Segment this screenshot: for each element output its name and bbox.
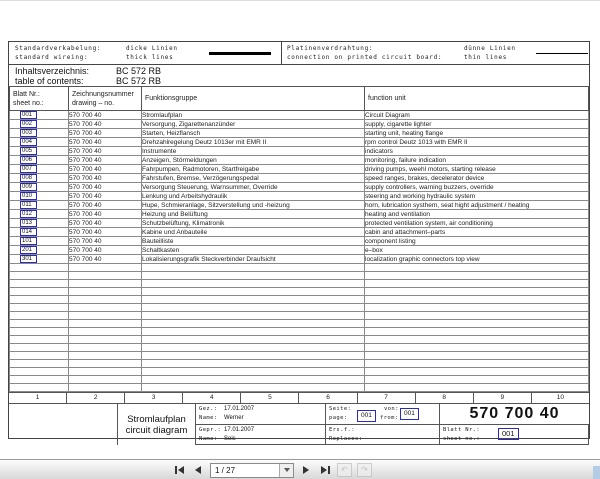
legend-left-en-label: standard wireing: [15, 54, 89, 61]
toc-en-label: table of contents: [15, 76, 84, 86]
sheet-link[interactable]: 005 [20, 147, 37, 155]
thick-line-sample [209, 52, 271, 55]
toc-en-value: BC 572 RB [116, 76, 162, 86]
cell-function-unit: rpm control Deutz 1013 with EMR II [365, 138, 589, 147]
table-row-empty [10, 272, 589, 280]
document-title-en: circuit diagram [125, 424, 188, 436]
cell-sheet-no [10, 120, 69, 129]
legend-right-de-label: Platinenverdrahtung: [287, 45, 374, 52]
cell-funktionsgruppe: Schutzbelüftung, Klimatronik [142, 219, 365, 228]
checked-date: 17.01.2007 [224, 427, 255, 433]
table-row [10, 156, 589, 165]
next-page-icon [303, 466, 309, 474]
table-row-empty [10, 360, 589, 368]
checked-name: Seis [224, 436, 236, 442]
cell-drawing-no: 570 700 40 [69, 156, 142, 165]
page-of-cell: Seite: page: 001 von: from: 001 [326, 404, 440, 425]
toc-de-label: Inhaltsverzeichnis: [15, 66, 90, 76]
legend-right-de-value: dünne Linien [464, 45, 516, 52]
cell-sheet-no [10, 183, 69, 192]
cell-drawing-no: 570 700 40 [69, 219, 142, 228]
cell-sheet-no [10, 228, 69, 237]
cell-drawing-no: 570 700 40 [69, 111, 142, 120]
table-header-row [10, 87, 589, 111]
sheet-link[interactable]: 101 [20, 237, 37, 245]
page-navigation-controls [172, 462, 372, 478]
cell-function-unit: cabin and attachment–parts [365, 228, 589, 237]
ruler-cell: 2 [67, 393, 125, 403]
next-view-icon: ↷ [361, 465, 368, 474]
sheet-link[interactable]: 010 [20, 192, 37, 200]
header-drawing-no: Zeichnungsnummer drawing – no. [69, 87, 142, 111]
sheet-link[interactable]: 013 [20, 219, 37, 227]
cell-drawing-no: 570 700 40 [69, 129, 142, 138]
ruler-cell: 4 [183, 393, 241, 403]
cell-sheet-no [10, 174, 69, 183]
toc-table [9, 86, 589, 392]
table-row [10, 255, 589, 264]
navigation-toolbar [0, 459, 600, 479]
ruler-cell: 1 [9, 393, 67, 403]
sheet-link[interactable]: 009 [20, 183, 37, 191]
table-row [10, 201, 589, 210]
legend-right-en-label: connection on printed circuit board: [287, 54, 443, 61]
scrollbar-corner [593, 466, 600, 479]
drawn-by-cell: Gez.: 17.01.2007 Name: Werner [196, 404, 326, 425]
previous-page-button[interactable] [191, 463, 205, 477]
sheet-number-link[interactable]: 001 [498, 428, 519, 440]
ruler-cell: 3 [125, 393, 183, 403]
cell-drawing-no: 570 700 40 [69, 165, 142, 174]
cell-drawing-no: 570 700 40 [69, 192, 142, 201]
cell-function-unit: component listing [365, 237, 589, 246]
cell-function-unit: starting unit, heating flange [365, 129, 589, 138]
cell-funktionsgruppe: Instrumente [142, 147, 365, 156]
sheet-link[interactable]: 012 [20, 210, 37, 218]
cell-function-unit: supply, cigarette lighter [365, 120, 589, 129]
cell-sheet-no [10, 201, 69, 210]
cell-sheet-no [10, 129, 69, 138]
sheet-link[interactable]: 201 [20, 246, 37, 254]
sheet-no-cell: Blatt Nr.: sheet no.: 001 [440, 425, 589, 445]
cell-drawing-no: 570 700 40 [69, 246, 142, 255]
toc-heading [9, 65, 589, 86]
table-row-empty [10, 288, 589, 296]
cell-sheet-no [10, 246, 69, 255]
cell-funktionsgruppe: Fahrstufen, Bremse, Verzögerungspedal [142, 174, 365, 183]
header-function-unit: function unit [365, 87, 589, 111]
cell-funktionsgruppe: Kabine und Anbauteile [142, 228, 365, 237]
cell-drawing-no: 570 700 40 [69, 120, 142, 129]
chevron-down-icon [284, 468, 290, 472]
legend-left-de-label: Standardverkabelung: [15, 45, 102, 52]
legend-left-de-value: dicke Linien [126, 45, 178, 52]
cell-function-unit: e–box [365, 246, 589, 255]
table-row [10, 129, 589, 138]
cell-funktionsgruppe: Lenkung und Arbeitshydraulik [142, 192, 365, 201]
sheet-link[interactable]: 011 [20, 201, 37, 209]
cell-function-unit: horn, lubrication systhem, seat hight adjustment / heating [365, 201, 589, 210]
cell-sheet-no [10, 219, 69, 228]
cell-function-unit: Circuit Diagram [365, 111, 589, 120]
cell-drawing-no: 570 700 40 [69, 138, 142, 147]
table-row [10, 210, 589, 219]
cell-function-unit: monitoring, failure indication [365, 156, 589, 165]
table-row [10, 147, 589, 156]
document-title-de: Stromlaufplan [127, 413, 186, 425]
cell-drawing-no: 570 700 40 [69, 183, 142, 192]
cell-sheet-no [10, 156, 69, 165]
page-number-value: 1 / 27 [215, 465, 236, 475]
table-row-empty [10, 296, 589, 304]
table-row [10, 219, 589, 228]
drawing-number: 570 700 40 [440, 404, 589, 425]
sheet-link[interactable]: 001 [20, 111, 37, 119]
table-row [10, 228, 589, 237]
cell-funktionsgruppe: Hupe, Schmieranlage, Sitzverstellung und -heizung [142, 201, 365, 210]
cell-sheet-no [10, 138, 69, 147]
cell-funktionsgruppe: Drehzahlregelung Deutz 1013er mit EMR II [142, 138, 365, 147]
legend-right-en-value: thin lines [464, 54, 508, 61]
ruler-cell: 7 [358, 393, 416, 403]
table-row [10, 174, 589, 183]
sheet-link[interactable]: 301 [20, 255, 37, 263]
from-number-link[interactable]: 001 [400, 408, 419, 420]
table-row [10, 111, 589, 120]
table-row-empty [10, 336, 589, 344]
title-block [9, 404, 589, 445]
cell-function-unit: steering and working hydraulic system [365, 192, 589, 201]
ruler-cell: 9 [474, 393, 532, 403]
table-row [10, 138, 589, 147]
ruler-cell: 8 [416, 393, 474, 403]
table-row-empty [10, 368, 589, 376]
cell-funktionsgruppe: Lokalisierungsgrafik Steckverbinder Draufsicht [142, 255, 365, 264]
sheet-link[interactable]: 014 [20, 228, 37, 236]
ruler [9, 392, 589, 404]
table-row-empty [10, 304, 589, 312]
table-row-empty [10, 312, 589, 320]
cell-drawing-no: 570 700 40 [69, 174, 142, 183]
cell-funktionsgruppe: Heizung und Belüftung [142, 210, 365, 219]
header-sheet-no: Blatt Nr.: sheet no.: [10, 87, 69, 111]
line-legend-box [9, 42, 589, 65]
sheet-link[interactable]: 007 [20, 165, 37, 173]
sheet-link[interactable]: 002 [20, 120, 37, 128]
cell-sheet-no [10, 111, 69, 120]
table-row [10, 183, 589, 192]
sheet-link[interactable]: 003 [20, 129, 37, 137]
table-row-empty [10, 320, 589, 328]
cell-drawing-no: 570 700 40 [69, 147, 142, 156]
toc-table-body [10, 87, 589, 392]
cell-funktionsgruppe: Bauteilliste [142, 237, 365, 246]
cell-sheet-no [10, 237, 69, 246]
cell-sheet-no [10, 147, 69, 156]
drawn-name: Werner [224, 415, 244, 421]
page-number-combo[interactable] [210, 463, 294, 478]
document-title-cell [118, 404, 196, 445]
page-dropdown-button[interactable] [279, 464, 293, 477]
legend-left-en-value: thick lines [126, 54, 174, 61]
cell-function-unit: speed ranges, brakes, decelerator device [365, 174, 589, 183]
sheet-link[interactable]: 004 [20, 138, 37, 146]
ruler-cell: 6 [299, 393, 357, 403]
cell-function-unit: indicators [365, 147, 589, 156]
page-number-link[interactable]: 001 [357, 410, 376, 422]
thin-line-sample [536, 53, 588, 54]
cell-sheet-no [10, 165, 69, 174]
drawn-date: 17.01.2007 [224, 406, 255, 412]
cell-function-unit: supply controllers, warning buzzers, override [365, 183, 589, 192]
previous-view-button[interactable] [337, 463, 352, 477]
cell-function-unit: protected ventilation system, air conditioning [365, 219, 589, 228]
cell-sheet-no [10, 210, 69, 219]
cell-funktionsgruppe: Stromlaufplan [142, 111, 365, 120]
table-row [10, 237, 589, 246]
toc-de-value: BC 572 RB [116, 66, 162, 76]
cell-sheet-no [10, 192, 69, 201]
cell-funktionsgruppe: Fahrpumpen, Radmotoren, Startfreigabe [142, 165, 365, 174]
table-row [10, 192, 589, 201]
next-view-button[interactable] [357, 463, 372, 477]
previous-view-icon: ↶ [341, 465, 348, 474]
cell-funktionsgruppe: Versorgung Steuerung, Warnsummer, Override [142, 183, 365, 192]
table-row [10, 120, 589, 129]
document-page [8, 41, 590, 442]
cell-sheet-no [10, 255, 69, 264]
table-row-empty [10, 352, 589, 360]
cell-funktionsgruppe: Versorgung, Zigarettenanzünder [142, 120, 365, 129]
sheet-link[interactable]: 006 [20, 156, 37, 164]
header-funktionsgruppe: Funktionsgruppe [142, 87, 365, 111]
table-row-empty [10, 328, 589, 336]
table-row [10, 165, 589, 174]
table-row-empty [10, 264, 589, 272]
first-page-button[interactable] [172, 463, 186, 477]
cell-funktionsgruppe: Starten, Heizflansch [142, 129, 365, 138]
cell-drawing-no: 570 700 40 [69, 237, 142, 246]
cell-drawing-no: 570 700 40 [69, 255, 142, 264]
table-row [10, 246, 589, 255]
table-row-empty [10, 376, 589, 384]
next-page-button[interactable] [299, 463, 313, 477]
cell-drawing-no: 570 700 40 [69, 201, 142, 210]
cell-drawing-no: 570 700 40 [69, 228, 142, 237]
last-page-icon [321, 466, 327, 474]
ruler-cell: 5 [241, 393, 299, 403]
cell-function-unit: localization graphic connectors top view [365, 255, 589, 264]
first-page-icon [175, 466, 177, 474]
previous-page-icon [195, 466, 201, 474]
cell-drawing-no: 570 700 40 [69, 210, 142, 219]
cell-funktionsgruppe: Schaltkasten [142, 246, 365, 255]
table-row-empty [10, 280, 589, 288]
table-row-empty [10, 344, 589, 352]
cell-function-unit: driving pumps, weehl motors, starting release [365, 165, 589, 174]
legend-divider [281, 42, 282, 64]
last-page-button[interactable] [318, 463, 332, 477]
cell-funktionsgruppe: Anzeigen, Störmeldungen [142, 156, 365, 165]
table-row-empty [10, 384, 589, 392]
ruler-cell: 10 [556, 394, 564, 401]
cell-function-unit: heating and ventilation [365, 210, 589, 219]
checked-by-cell: Gepr.: 17.01.2007 Name: Seis [196, 425, 326, 445]
sheet-link[interactable]: 008 [20, 174, 37, 182]
replaces-cell: Ers.f.: Replaces: [326, 425, 440, 445]
titleblock-empty-cell [9, 404, 118, 445]
